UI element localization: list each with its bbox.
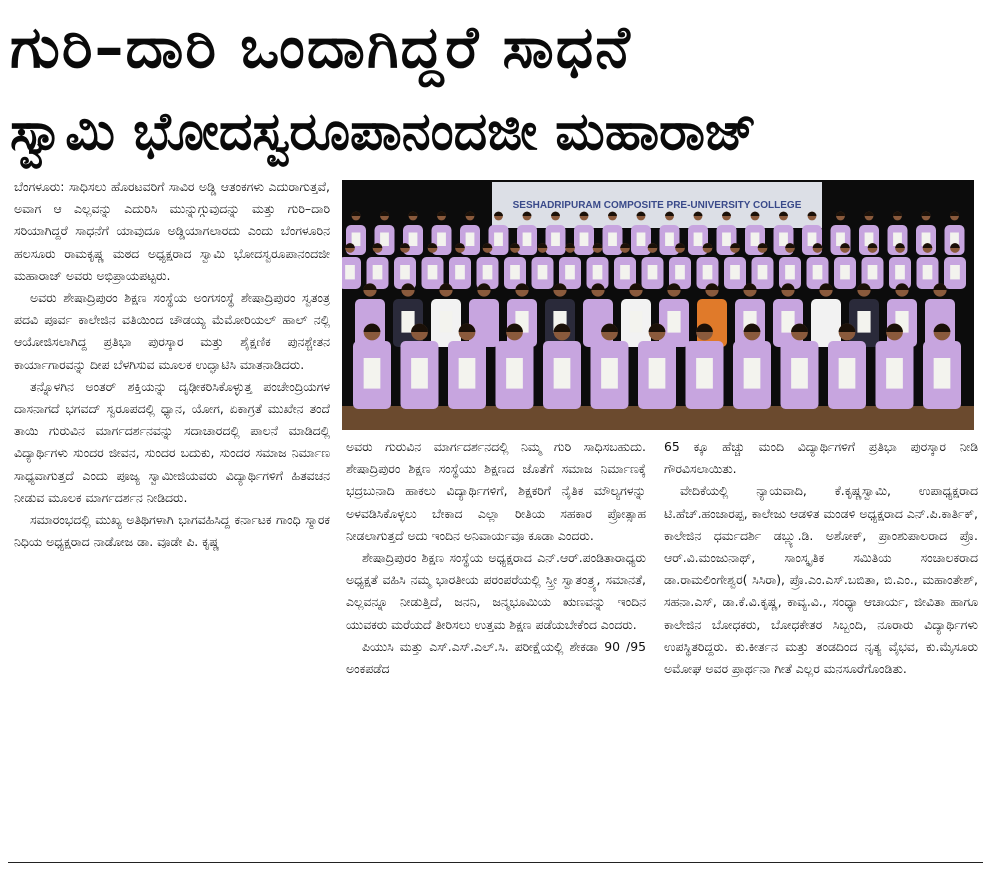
certificate (411, 358, 428, 389)
headline-subtitle: ಸ್ವಾಮಿ ಭೋದಸ್ವರೂಪಾನಂದಜೀ ಮಹಾರಾಜ್ (10, 102, 757, 162)
certificate (923, 265, 933, 279)
certificate (629, 311, 642, 333)
certificate (409, 233, 418, 247)
certificate (886, 358, 903, 389)
paragraph: ಅವರು ಗುರುವಿನ ಮಾರ್ಗದರ್ಶನದಲ್ಲಿ ನಿಮ್ಮ ಗುರಿ ಸಾಧಿಸಬಹುದು. ಶೇಷಾದ್ರಿಪುರಂ ಶಿಕ್ಷಣ ಸಂಸ್ಥೆಯು ಶಿಕ್ಷಣದ ಜೊತೆಗೆ ಸಮಾಜ ನಿರ್ಮಾಣಕ್ಕೆ ಭದ್ರಬುನಾದಿ ಹಾಕಲು ವಿದ್ಯಾರ್ಥಿಗಳಿಗೆ, ಶಿಕ್ಷಕರಿಗೆ ನೈತಿಕ ಮೌಲ್ಯಗಳನ್ನು ಅಳವಡಿಸಿಕೊಳ್ಳಲು ಬೇಕಾದ ಎಲ್ಲಾ ರೀತಿಯ ಸಹಕಾರ ಪ್ರೋತ್ಸಾಹ ನೀಡಲಾಗುತ್ತದೆ ಅದು ಇಂದಿನ ಅನಿವಾರ್ಯವೂ ಕೂಡಾ ಎಂದರು. (346, 439, 646, 543)
certificate (551, 233, 560, 247)
certificate (565, 265, 575, 279)
certificate (428, 265, 438, 279)
certificate (455, 265, 465, 279)
certificate (950, 265, 960, 279)
certificate (813, 265, 823, 279)
certificate (722, 233, 731, 247)
certificate (494, 233, 503, 247)
certificate (868, 265, 878, 279)
certificate (839, 358, 856, 389)
certificate (895, 265, 905, 279)
certificate (730, 265, 740, 279)
certificate (744, 358, 761, 389)
certificate (934, 358, 951, 389)
certificate (791, 358, 808, 389)
certificate (466, 233, 475, 247)
certificate (667, 311, 680, 333)
article-column-3 (664, 436, 978, 858)
certificate (649, 358, 666, 389)
certificate (665, 233, 674, 247)
paragraph: ಶೇಷಾದ್ರಿಪುರಂ ಶಿಕ್ಷಣ ಸಂಸ್ಥೆಯ ಅಧ್ಯಕ್ಷರಾದ ಎನ್.ಆರ್.ಪಂಡಿತಾರಾಧ್ಯರು ಅಧ್ಯಕ್ಷತೆ ವಹಿಸಿ ನಮ್ಮ ಭಾರತೀಯ ಪರಂಪರೆಯಲ್ಲಿ ಸ್ತ್ರೀ ಸ್ವಾತಂತ್ರ್ಯ, ಸಮಾನತೆ, ಎಲ್ಲವನ್ನೂ ನೀಡುತ್ತಿದೆ, ಜನನಿ, ಜನ್ಮಭೂಮಿಯ ಋಣವನ್ನು ಇಂದಿನ ಯುವಕರು ಮರೆಯದೆ ತೀರಿಸಲು ಉತ್ತಮ ಶಿಕ್ಷಣ ಪಡೆಯಬೇಕೆಂದ ಎಂದರು. (346, 550, 646, 632)
certificate (538, 265, 548, 279)
certificate (620, 265, 630, 279)
group-photo (342, 180, 974, 430)
certificate (779, 233, 788, 247)
certificate (352, 233, 361, 247)
article-column-1 (14, 176, 330, 860)
certificate (703, 265, 713, 279)
certificate (554, 358, 571, 389)
paragraph: ಪಿಯುಸಿ ಮತ್ತು ಎಸ್.ಎಸ್.ಎಲ್.ಸಿ. ಪರೀಕ್ಷೆಯಲ್ಲಿ ಶೇಕಡಾ 90 /95 ಅಂಕಪಡೆದ (346, 638, 646, 677)
bottom-divider (8, 862, 983, 863)
banner-text: SESHADRIPURAM COMPOSITE PRE-UNIVERSITY COLLEGE (512, 200, 802, 211)
certificate (601, 358, 618, 389)
certificate (580, 233, 589, 247)
certificate (758, 265, 768, 279)
paragraph: ಬೆಂಗಳೂರು: ಸಾಧಿಸಲು ಹೊರಟವರಿಗೆ ಸಾವಿರ ಅಡ್ಡಿ ಆತಂಕಗಳು ಎದುರಾಗುತ್ತವೆ, ಅವಾಗ ಆ ಎಲ್ಲವನ್ನು ಎದುರಿಸಿ ಮುನ್ನುಗ್ಗುವುದನ್ನು ಮತ್ತು ಗುರಿ–ದಾರಿ ಸರಿಯಾಗಿದ್ದರೆ ಸಾಧನೆಗೆ ಯಾವುದೂ ಅಡ್ಡಿಯಾಗಲಾರದು ಎಂದು ಬೆಂಗಳೂರಿನ ಹಲಸೂರು ರಾಮಕೃಷ್ಣ ಮಠದ ಅಧ್ಯಕ್ಷರಾದ ಸ್ವಾಮಿ ಭೋದಸ್ವರೂಪಾನಂದಜೀ ಮಹಾರಾಜ್ ಅವರು ಅಭಿಪ್ರಾಯಪಟ್ಟರು. (14, 179, 330, 283)
certificate (380, 233, 389, 247)
group-photo-illustration (342, 180, 974, 430)
certificate (593, 265, 603, 279)
stage-floor (342, 406, 974, 430)
certificate (694, 233, 703, 247)
certificate (364, 358, 381, 389)
certificate (345, 265, 355, 279)
certificate (373, 265, 383, 279)
paragraph: ವೇದಿಕೆಯಲ್ಲಿ ನ್ಯಾಯವಾದಿ, ಕೆ.ಕೃಷ್ಣಸ್ವಾಮಿ, ಉಪಾಧ್ಯಕ್ಷರಾದ ಟಿ.ಹೆಚ್.ಹಂಜಾರಪ್ಪ, ಕಾಲೇಜು ಆಡಳಿತ ಮಂಡಳಿ ಅಧ್ಯಕ್ಷರಾದ ಎನ್.ಪಿ.ಕಾರ್ತಿಕ್, ಕಾಲೇಜಿನ ಧರ್ಮದರ್ಶಿ ಡಬ್ಲ್ಯು.ಡಿ. ಅಶೋಕ್, ಪ್ರಾಂಶುಪಾಲರಾದ ಪ್ರೊ. ಆರ್.ವಿ.ಮಂಜುನಾಥ್, ಸಾಂಸ್ಕೃತಿಕ ಸಮಿತಿಯ ಸಂಚಾಲಕರಾದ ಡಾ.ರಾಮಲಿಂಗೇಶ್ವರ( ಸಿಸಿರಾ), ಪ್ರೊ.ಎಂ.ಎಸ್.ಬಬಿತಾ, ಬಿ.ಎಂ., ಮಹಾಂತೇಶ್, ಸಹನಾ.ಎಸ್, ಡಾ.ಕೆ.ವಿ.ಕೃಷ್ಣ, ಕಾವ್ಯ.ವಿ., ಸಂಧ್ಯಾ ಆಚಾರ್ಯ, ಜೀವಿತಾ ಹಾಗೂ ಕಾಲೇಜಿನ ಬೋಧಕರು, ಬೋಧಕೇತರ ಸಿಬ್ಬಂದಿ, ನೂರಾರು ವಿದ್ಯಾರ್ಥಿಗಳು ಉಪಸ್ಥಿತರಿದ್ದರು. ಕು.ಕೀರ್ತನ ಮತ್ತು ತಂಡದಿಂದ ನೃತ್ಯ ವೈಭವ, ಕು.ಮೈಸೂರು ಅಮೋಘ ಅವರ ಪ್ರಾರ್ಥನಾ ಗೀತೆ ಎಲ್ಲರ ಮನಸೂರೆಗೊಂಡಿತು. (664, 483, 978, 677)
certificate (608, 233, 617, 247)
certificate (857, 311, 870, 333)
article-column-2 (346, 436, 646, 858)
certificate (785, 265, 795, 279)
paragraph: ಅವರು ಶೇಷಾದ್ರಿಪುರಂ ಶಿಕ್ಷಣ ಸಂಸ್ಥೆಯ ಅಂಗಸಂಸ್ಥೆ ಶೇಷಾದ್ರಿಪುರಂ ಸ್ವತಂತ್ರ ಪದವಿ ಪೂರ್ವ ಕಾಲೇಜಿನ ವತಿಯಿಂದ ಚೌಡಯ್ಯ ಮೆಮೋರಿಯಲ್ ಹಾಲ್ ನಲ್ಲಿ ಆಯೋಜಿಸಲಾಗಿದ್ದ ಪ್ರತಿಭಾ ಪುರಸ್ಕಾರ ಮತ್ತು ಶೈಕ್ಷಣಿಕ ಪುನಶ್ಚೇತನ ಕಾರ್ಯಾಗಾರವನ್ನು ದೀಪ ಬೆಳಗಿಸುವ ಮೂಲಕ ಉದ್ಘಾಟಿಸಿ ಮಾತನಾಡಿದರು. (14, 290, 330, 372)
certificate (648, 265, 658, 279)
certificate (437, 233, 446, 247)
certificate (459, 358, 476, 389)
certificate (483, 265, 493, 279)
certificate (751, 233, 760, 247)
paragraph: ಸಮಾರಂಭದಲ್ಲಿ ಮುಖ್ಯ ಅತಿಥಿಗಳಾಗಿ ಭಾಗವಹಿಸಿದ್ದ ಕರ್ನಾಟಕ ಗಾಂಧಿ ಸ್ಮಾರಕ ನಿಧಿಯ ಅಧ್ಯಕ್ಷರಾದ ನಾಡೋಜ ಡಾ. ವೂಡೇ ಪಿ. ಕೃಷ್ಣ (14, 512, 330, 550)
certificate (637, 233, 646, 247)
paragraph: ತನ್ನೊಳಗಿನ ಅಂತರ್ ಶಕ್ತಿಯನ್ನು ದೃಢೀಕರಿಸಿಕೊಳ್ಳುತ್ತ ಪಂಚೇಂದ್ರಿಯಗಳ ದಾಸನಾಗದೆ ಭಗವದ್ ಸ್ವರೂಪದಲ್ಲಿ ಧ್ಯಾನ, ಯೋಗ, ಏಕಾಗ್ರತೆ ಮುಖೇನ ತಂದೆ ತಾಯಿ ಗುರುವಿನ ಮಾರ್ಗದರ್ಶನವನ್ನು ಸದಾಚಾರದಲ್ಲಿ ಪಾಲನೆ ಮಾಡಿದಲ್ಲಿ ವಿದ್ಯಾರ್ಥಿಗಳು ಸುಂದರ ಜೀವನ, ಸುಂದರ ಬದುಕು, ಸುಂದರ ಸಮಾಜ ನಿರ್ಮಾಣ ಸಾಧ್ಯವಾಗುತ್ತದೆ ಎಂದು ಪೂಜ್ಯ ಸ್ವಾಮೀಜಿಯವರು ವಿದ್ಯಾರ್ಥಿಗಳಿಗೆ ಹಿತವಚನ ನೀಡುವ ಮೂಲಕ ಮಾರ್ಗದರ್ಶನ ನೀಡಿದರು. (14, 378, 330, 505)
paragraph: 65 ಕ್ಕೂ ಹೆಚ್ಚು ಮಂದಿ ವಿದ್ಯಾರ್ಥಿಗಳಿಗೆ ಪ್ರತಿಭಾ ಪುರಸ್ಕಾರ ನೀಡಿ ಗೌರವಿಸಲಾಯಿತು. (664, 439, 978, 477)
certificate (510, 265, 520, 279)
certificate (506, 358, 523, 389)
certificate (696, 358, 713, 389)
certificate (439, 311, 452, 333)
headline-main: ಗುರಿ–ದಾರಿ ಒಂದಾಗಿದ್ದರೆ ಸಾಧನೆ (10, 13, 632, 81)
certificate (400, 265, 410, 279)
certificate (523, 233, 532, 247)
certificate (675, 265, 685, 279)
certificate (840, 265, 850, 279)
